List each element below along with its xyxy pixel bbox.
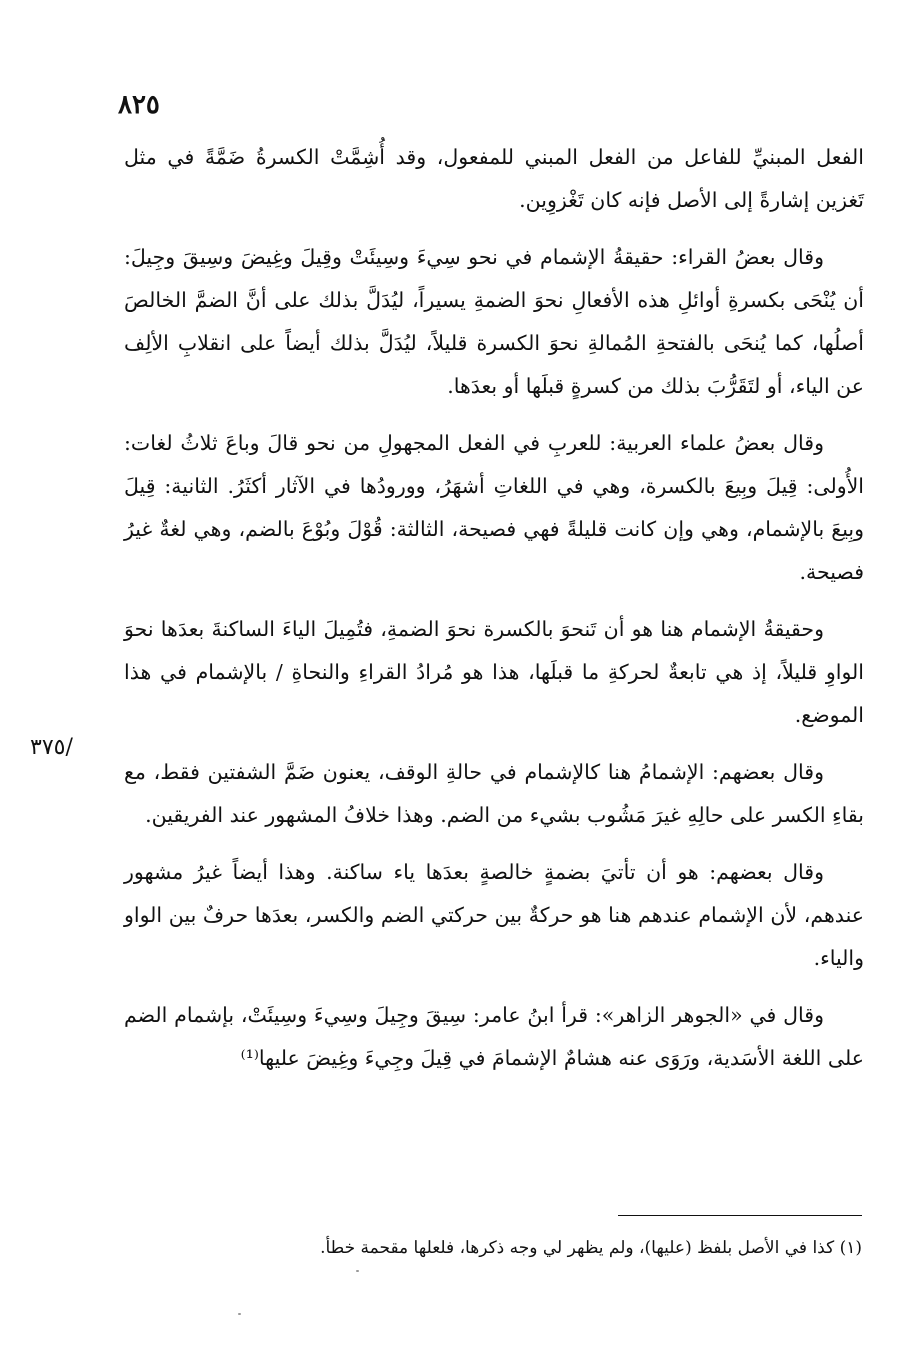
footnote-divider <box>618 1215 862 1216</box>
main-text-body <box>124 136 864 1094</box>
margin-page-marker: /٣٧٥ <box>30 735 73 760</box>
paragraph-2: وقال بعضُ القراء: حقيقةُ الإشمام في نحو سِيءَ وسِيئَتْ وقِيلَ وغِيضَ وسِيقَ وجِيلَ: أن يُنْحَى بكسرةِ أوائلِ هذه الأفعالِ نحوَ الضمةِ يسيراً، ليُدَلَّ بذلك على أنَّ الضمَّ الخالصَ أصلُها، كما يُنحَى بالفتحةِ المُمالةِ نحوَ الكسرة قليلاً، ليُدَلَّ بذلك أيضاً على انقلابِ الألِف عن الياء، أو لتَقَرُّبَ بذلك من كسرةٍ قبلَها أو بعدَها. <box>124 245 864 398</box>
footnote: (١) كذا في الأصل بلفظ (عليها)، ولم يظهر لي وجه ذكرها، فلعلها مقحمة خطأ. <box>320 1238 862 1258</box>
scan-speck <box>238 1313 241 1315</box>
paragraph-3: وقال بعضُ علماء العربية: للعربِ في الفعل المجهولِ من نحو قالَ وباعَ ثلاثُ لغات: الأُولى: قِيلَ وبِيعَ بالكسرة، وهي في اللغاتِ أشهَرُ، وورودُها في الآثار أكثَرُ. الثانية: قِيلَ وبِيعَ بالإشمام، وهي وإن كانت قليلةً فهي فصيحة، الثالثة: قُوْلَ وبُوْعَ بالضم، وهي لغةٌ غيرُ فصيحة. <box>124 431 864 584</box>
paragraph-7: وقال في «الجوهر الزاهر»: قرأ ابنُ عامر: سِيقَ وجِيلَ وسِيءَ وسِيئَتْ، بإشمام الضم على اللغة الأسَدية، ورَوَى عنه هشامٌ الإشمامَ في قِيلَ وجِيءَ وغِيضَ عليها⁽¹⁾ <box>124 1003 864 1070</box>
paragraph-5: وقال بعضهم: الإشمامُ هنا كالإشمام في حالةِ الوقف، يعنون ضَمَّ الشفتين فقط، مع بقاءِ الكسر على حالِهِ غيرَ مَشُوب بشيء من الضم. وهذا خلافُ المشهور عند الفريقين. <box>124 760 864 827</box>
paragraph-4: وحقيقةُ الإشمام هنا هو أن تَنحوَ بالكسرة نحوَ الضمةِ، فتُمِيلَ الياءَ الساكنةَ بعدَها نحوَ الواوِ قليلاً، إذ هي تابعةٌ لحركةِ ما قبلَها، هذا هو مُرادُ القراءِ والنحاةِ / بالإشمام في هذا الموضع. <box>124 617 864 727</box>
scan-speck <box>356 1270 359 1272</box>
page-number: ٨٢٥ <box>118 90 160 120</box>
paragraph-1: الفعل المبنيِّ للفاعل من الفعل المبني للمفعول، وقد أُشِمَّتْ الكسرةُ ضَمَّةً في مثل تَغزين إشارةً إلى الأصل فإنه كان تَغْزوِين. <box>124 145 864 212</box>
paragraph-6: وقال بعضهم: هو أن تأتيَ بضمةٍ خالصةٍ بعدَها ياء ساكنة. وهذا أيضاً غيرُ مشهور عندهم، لأن الإشمام عندهم هنا هو حركةٌ بين حركتي الضم والكسر، بعدَها حرفٌ بين الواو والياء. <box>124 860 864 970</box>
